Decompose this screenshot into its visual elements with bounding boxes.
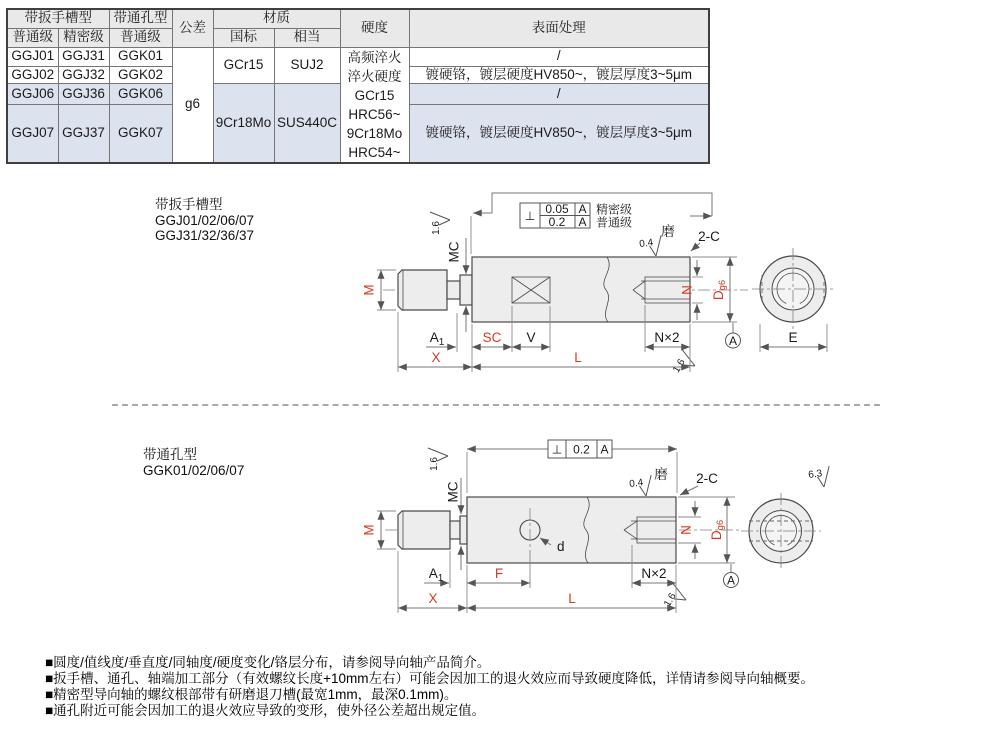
roughness-16-label: 1.6 xyxy=(671,357,688,375)
header-normal-grade: 普通级 xyxy=(109,28,172,47)
part-number: GGJ32 xyxy=(58,66,109,84)
dim-A1-label: $A_1$ xyxy=(429,330,445,348)
normal-grade-label: 普通级 xyxy=(596,215,633,230)
part-number: GGK06 xyxy=(109,84,172,105)
dim-SC-label: SC xyxy=(482,330,502,345)
dim-F-label: F xyxy=(494,566,504,581)
chamfer-label: 2-C xyxy=(698,229,720,244)
material-gb: 9Cr18Mo xyxy=(213,84,274,163)
drawing1-tolerance-callout xyxy=(471,193,712,254)
tolerance-normal-value: 0.2 xyxy=(548,215,566,229)
datum-A-label: A xyxy=(728,334,738,348)
datum-ref: A xyxy=(600,442,609,457)
datum-A-label: A xyxy=(726,573,736,588)
dim-M-label: M xyxy=(361,284,377,296)
part-number: GGK02 xyxy=(109,66,172,84)
drawing1-end-view xyxy=(752,248,834,352)
dim-Nx2-label: N×2 xyxy=(641,566,667,581)
section-divider xyxy=(112,404,880,406)
hardness-line: HRC54~ xyxy=(348,144,401,160)
part-number: GGK07 xyxy=(109,105,172,163)
drawing2-models: GGK01/02/06/07 xyxy=(143,462,245,478)
dim-D-label: $D_{g6}$ xyxy=(708,519,726,541)
surface-treatment: / xyxy=(409,84,709,105)
perpendicularity-symbol: ⊥ xyxy=(524,209,536,223)
roughness-16-label: 1.6 xyxy=(662,591,679,609)
dim-A1-label: $A_1$ xyxy=(428,566,444,584)
dim-L-label: L xyxy=(574,350,582,365)
drawing1-title-block xyxy=(155,197,254,244)
part-number: GGJ02 xyxy=(7,66,58,84)
grind-label: 磨 xyxy=(661,224,675,239)
dim-X-label: X xyxy=(431,350,441,365)
tolerance-value: 0.2 xyxy=(573,442,590,457)
roughness-16-label: 1.6 xyxy=(429,457,440,471)
dim-MC-label: MC xyxy=(445,481,461,503)
surface-treatment: 镀硬铬，镀层硬度HV850~，镀层厚度3~5μm xyxy=(409,66,709,84)
hole-diameter-label: d xyxy=(557,539,565,554)
note-line: ■圆度/值线度/垂直度/同轴度/硬度变化/铬层分布，请参阅导向轴产品简介。 xyxy=(45,655,491,670)
part-number: GGJ37 xyxy=(58,105,109,163)
perpendicularity-symbol: ⊥ xyxy=(551,442,563,457)
drawing2-end-view xyxy=(741,466,832,569)
precision-grade-label: 精密级 xyxy=(596,202,633,217)
part-number: GGK01 xyxy=(109,47,172,66)
dim-E-label: E xyxy=(788,330,798,345)
part-number: GGJ31 xyxy=(58,47,109,66)
footnotes xyxy=(45,655,814,719)
hardness-line: GCr15 xyxy=(354,87,395,103)
header-equivalent: 相当 xyxy=(274,28,340,47)
datum-ref: A xyxy=(578,202,587,216)
roughness-63-label: 6.3 xyxy=(807,468,823,482)
drawing1-models: GGJ01/02/06/07 xyxy=(155,212,255,228)
roughness-04-label: 0.4 xyxy=(638,237,654,251)
dim-Nx2-label: N×2 xyxy=(654,330,680,345)
roughness-04-label: 0.4 xyxy=(628,477,644,491)
header-precision-grade: 精密级 xyxy=(58,28,109,47)
drawing1-title: 带扳手槽型 xyxy=(155,197,223,212)
chamfer-label: 2-C xyxy=(696,471,718,486)
header-normal-grade: 普通级 xyxy=(7,28,58,47)
header-through-type: 带通孔型 xyxy=(109,9,172,28)
part-number: GGJ06 xyxy=(7,84,58,105)
tolerance-value: g6 xyxy=(172,47,213,163)
material-equivalent: SUS440C xyxy=(274,84,340,163)
drawing2-tolerance-callout xyxy=(467,440,677,493)
tolerance-precision-value: 0.05 xyxy=(545,202,569,216)
drawing2-title: 带通孔型 xyxy=(143,447,197,462)
dim-N-label: N xyxy=(679,285,695,295)
header-wrench-type: 带扳手槽型 xyxy=(7,9,109,28)
hardness-line: HRC56~ xyxy=(348,106,401,122)
dim-X-label: X xyxy=(428,591,438,606)
spec-table xyxy=(6,8,710,164)
part-number: GGJ07 xyxy=(7,105,58,163)
surface-treatment: / xyxy=(409,47,709,66)
header-material: 材质 xyxy=(213,9,340,28)
dim-N-label: N xyxy=(678,525,694,535)
header-surface-treatment: 表面处理 xyxy=(409,9,709,47)
dim-V-label: V xyxy=(526,330,536,345)
material-gb: GCr15 xyxy=(213,47,274,84)
dim-D-label: $D_{g6}$ xyxy=(710,279,728,301)
part-number: GGJ36 xyxy=(58,84,109,105)
note-line: ■扳手槽、通孔、轴端加工部分（有效螺纹长度+10mm左右）可能会因加工的退火效应而导致硬度降低，详情请参阅导向轴概要。 xyxy=(45,671,815,686)
drawing1-models: GGJ31/32/36/37 xyxy=(155,228,255,243)
dim-MC-label: MC xyxy=(446,241,462,263)
hardness-line: 9Cr18Mo xyxy=(346,125,403,141)
header-hardness: 硬度 xyxy=(340,9,409,47)
header-gb-standard: 国标 xyxy=(213,28,274,47)
hardness-line: 高频淬火 xyxy=(347,49,402,65)
surface-treatment: 镀硬铬，镀层硬度HV850~，镀层厚度3~5μm xyxy=(409,105,709,163)
drawing2-title-block xyxy=(143,447,244,478)
datum-ref: A xyxy=(578,215,587,229)
table-row xyxy=(7,47,709,66)
note-line: ■精密型导向轴的螺纹根部带有研磨退刀槽(最宽1mm，最深0.1mm)。 xyxy=(45,687,458,702)
header-tolerance: 公差 xyxy=(172,9,213,47)
dim-L-label: L xyxy=(568,591,576,606)
roughness-16-label: 1.6 xyxy=(431,221,442,235)
dim-M-label: M xyxy=(361,524,377,536)
note-line: ■通孔附近可能会因加工的退火效应导致的变形，使外径公差超出规定值。 xyxy=(45,703,486,718)
material-equivalent: SUJ2 xyxy=(274,47,340,84)
hardness-line: 淬火硬度 xyxy=(347,68,402,84)
hardness-value xyxy=(340,47,409,163)
part-number: GGJ01 xyxy=(7,47,58,66)
grind-label: 磨 xyxy=(654,467,668,482)
